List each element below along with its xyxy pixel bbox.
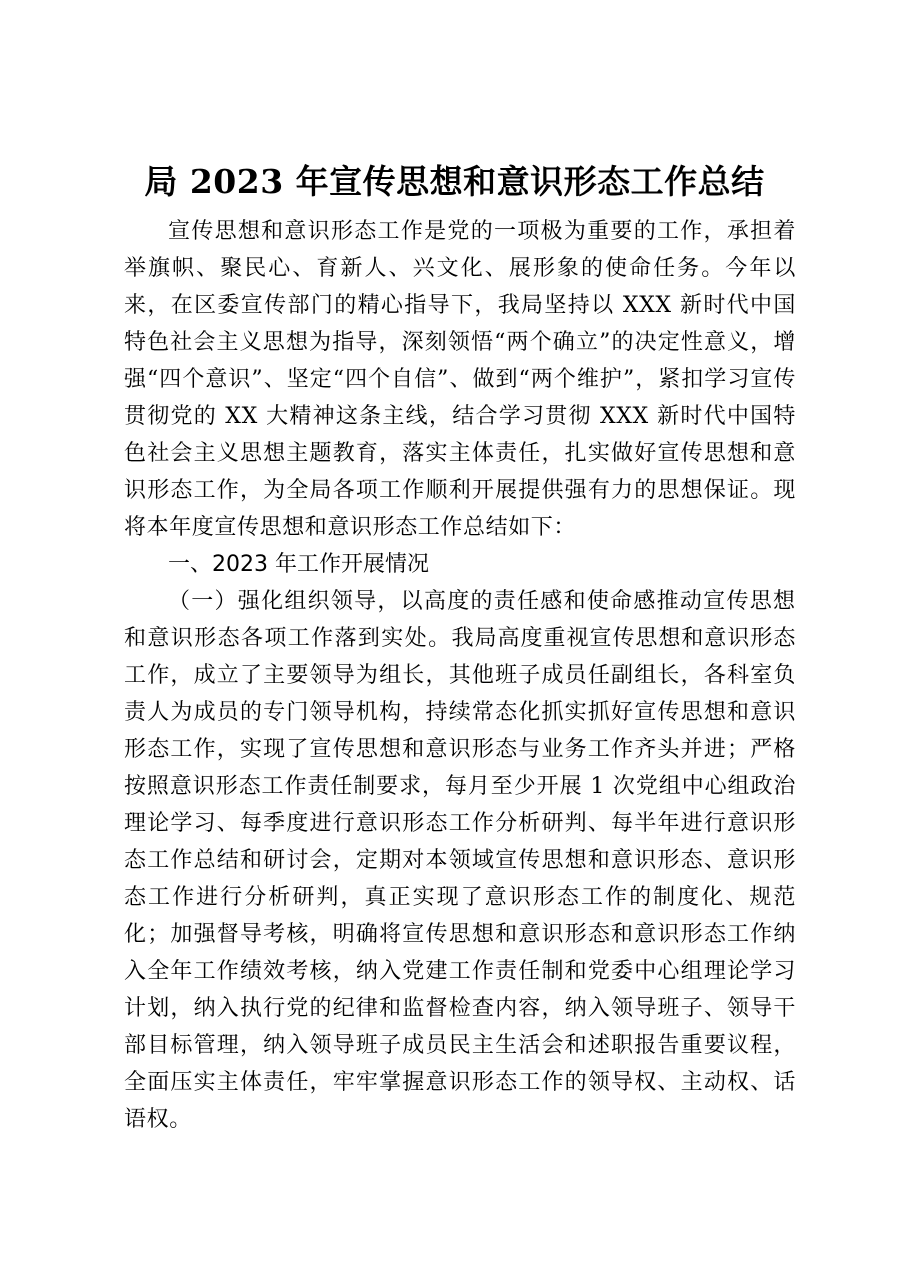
subsection-paragraph: [124, 583, 796, 1138]
document-title: 局 2023 年宣传思想和意识形态工作总结: [144, 162, 765, 201]
document-body: [124, 213, 796, 1138]
subsection-lead: （一）强化组织领导，以高度的责任感和使命感推动宣传思想和意识形态各项工作落到实处。: [124, 589, 796, 651]
intro-paragraph: 宣传思想和意识形态工作是党的一项极为重要的工作，承担着举旗帜、聚民心、育新人、兴文化、展形象的使命任务。今年以来，在区委宣传部门的精心指导下，我局坚持以 XXX 新时代中国特色社会主义思想为指导，深刻领悟“两个确立”的决定性意义，增强“四个意识”、坚定“四个自信”、做到“两个维护”，紧扣学习宣传贯彻党的 XX 大精神这条主线，结合学习贯彻 XXX 新时代中国特色社会主义思想主题教育，落实主体责任，扎实做好宣传思想和意识形态工作，为全局各项工作顺利开展提供强有力的思想保证。现将本年度宣传思想和意识形态工作总结如下：: [124, 219, 796, 540]
subsection-body: 我局高度重视宣传思想和意识形态工作，成立了主要领导为组长，其他班子成员任副组长，各科室负责人为成员的专门领导机构，持续常态化抓实抓好宣传思想和意识形态工作，实现了宣传思想和意识形态与业务工作齐头并进；严格按照意识形态工作责任制要求，每月至少开展 1 次党组中心组政治理论学习、每季度进行意识形态工作分析研判、每半年进行意识形态工作总结和研讨会，定期对本领域宣传思想和意识形态、意识形态工作进行分析研判，真正实现了意识形态工作的制度化、规范化；加强督导考核，明确将宣传思想和意识形态和意识形态工作纳入全年工作绩效考核，纳入党建工作责任制和党委中心组理论学习计划，纳入执行党的纪律和监督检查内容，纳入领导班子、领导干部目标管理，纳入领导班子成员民主生活会和述职报告重要议程，全面压实主体责任，牢牢掌握意识形态工作的领导权、主动权、话语权。: [124, 626, 796, 1132]
section-heading: 一、2023 年工作开展情况: [168, 552, 429, 577]
